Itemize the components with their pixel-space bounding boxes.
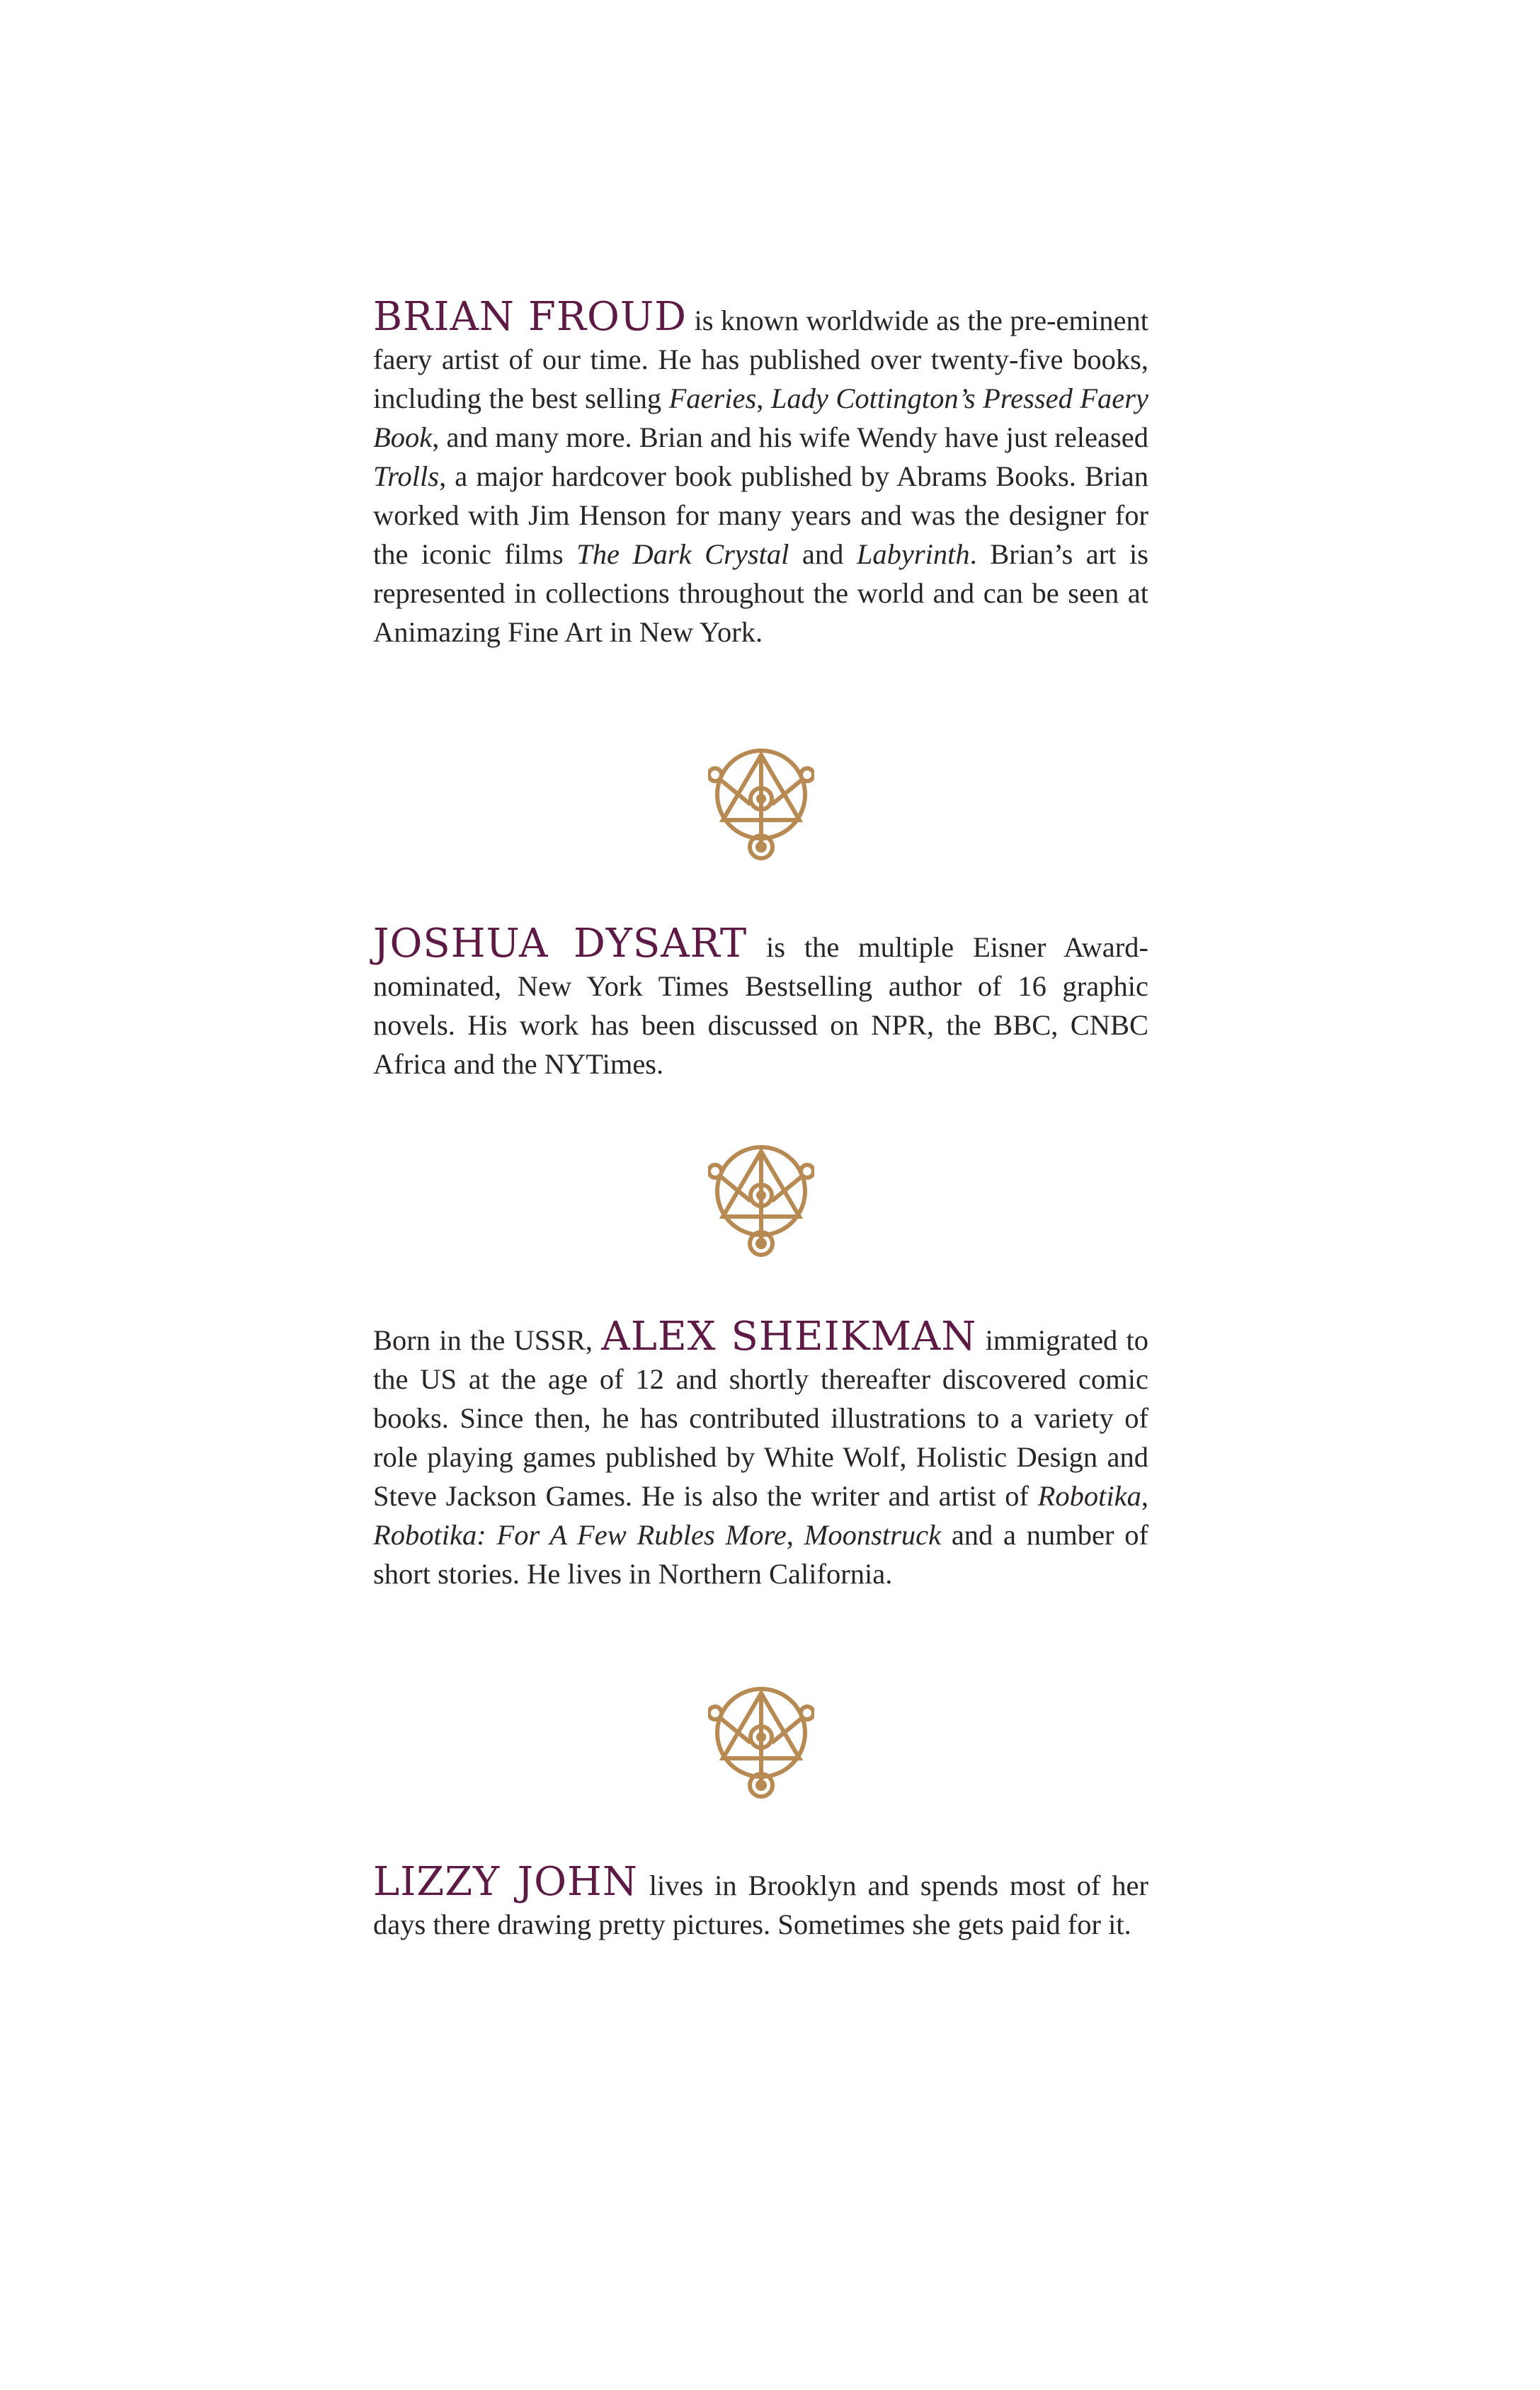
bio-text: , — [756, 382, 771, 414]
author-name: ALEX SHEIKMAN — [601, 1314, 977, 1360]
bio-text: is known worldwide as the pre-eminent faery artist of our time. He has published over twenty-five books, including the best selling — [373, 305, 1148, 414]
book-title: Moonstruck — [804, 1519, 942, 1551]
bio-brian-froud — [373, 294, 1148, 651]
bio-text: Born in the USSR, — [373, 1324, 602, 1356]
bio-text: lives in Brooklyn and spends most of her days there drawing pretty pictures. Sometimes she gets paid for it. — [373, 1870, 1149, 1940]
bio-text: is the multiple Eisner Award-nominated, New York Times Bestselling author of 16 graphic novels. His work has been discussed on NPR, the BBC, CNBC Africa and the NYTimes. — [373, 931, 1149, 1080]
ornament-sigil-icon — [708, 744, 814, 864]
bio-text: immigrated to the US at the age of 12 and shortly thereafter discovered comic books. Since then, he has contributed illustrations to a variety of role playing games published by White Wolf, Holistic Design and Steve Jackson Games. He is also the writer and artist of — [373, 1324, 1149, 1512]
author-name: LIZZY JOHN — [373, 1859, 638, 1905]
bio-text: , — [786, 1519, 804, 1551]
bio-alex-sheikman — [373, 1314, 1149, 1593]
book-title: Trolls — [373, 460, 440, 492]
film-title: The Dark Crystal — [576, 538, 789, 570]
bio-text: and — [789, 538, 857, 570]
film-title: Labyrinth — [856, 538, 970, 570]
book-title: Lady Cottington’s Pressed Faery Book — [373, 382, 1148, 453]
bio-lizzy-john — [373, 1859, 1149, 1944]
author-name: BRIAN FROUD — [373, 294, 688, 340]
bio-text: , and many more. Brian and his wife Wendy have just released — [432, 421, 1148, 453]
book-title: Robotika — [1037, 1480, 1141, 1512]
bio-joshua-dysart — [373, 921, 1149, 1083]
book-title: Faeries — [668, 382, 757, 414]
bio-text: , a major hardcover book published by Abrams Books. Brian worked with Jim Henson for many years and was the designer for the iconic films — [373, 460, 1148, 570]
bio-text: , — [1141, 1480, 1148, 1512]
book-title: Robotika: For A Few Rubles More — [373, 1519, 787, 1551]
bio-text: . Brian’s art is represented in collections throughout the world and can be seen at Animazing Fine Art in New York. — [373, 538, 1148, 648]
ornament-sigil-icon — [708, 1682, 814, 1802]
ornament-sigil-icon — [708, 1140, 814, 1261]
author-name: JOSHUA DYSART — [373, 921, 748, 967]
bio-text: and a number of short stories. He lives in Northern California. — [373, 1519, 1148, 1590]
